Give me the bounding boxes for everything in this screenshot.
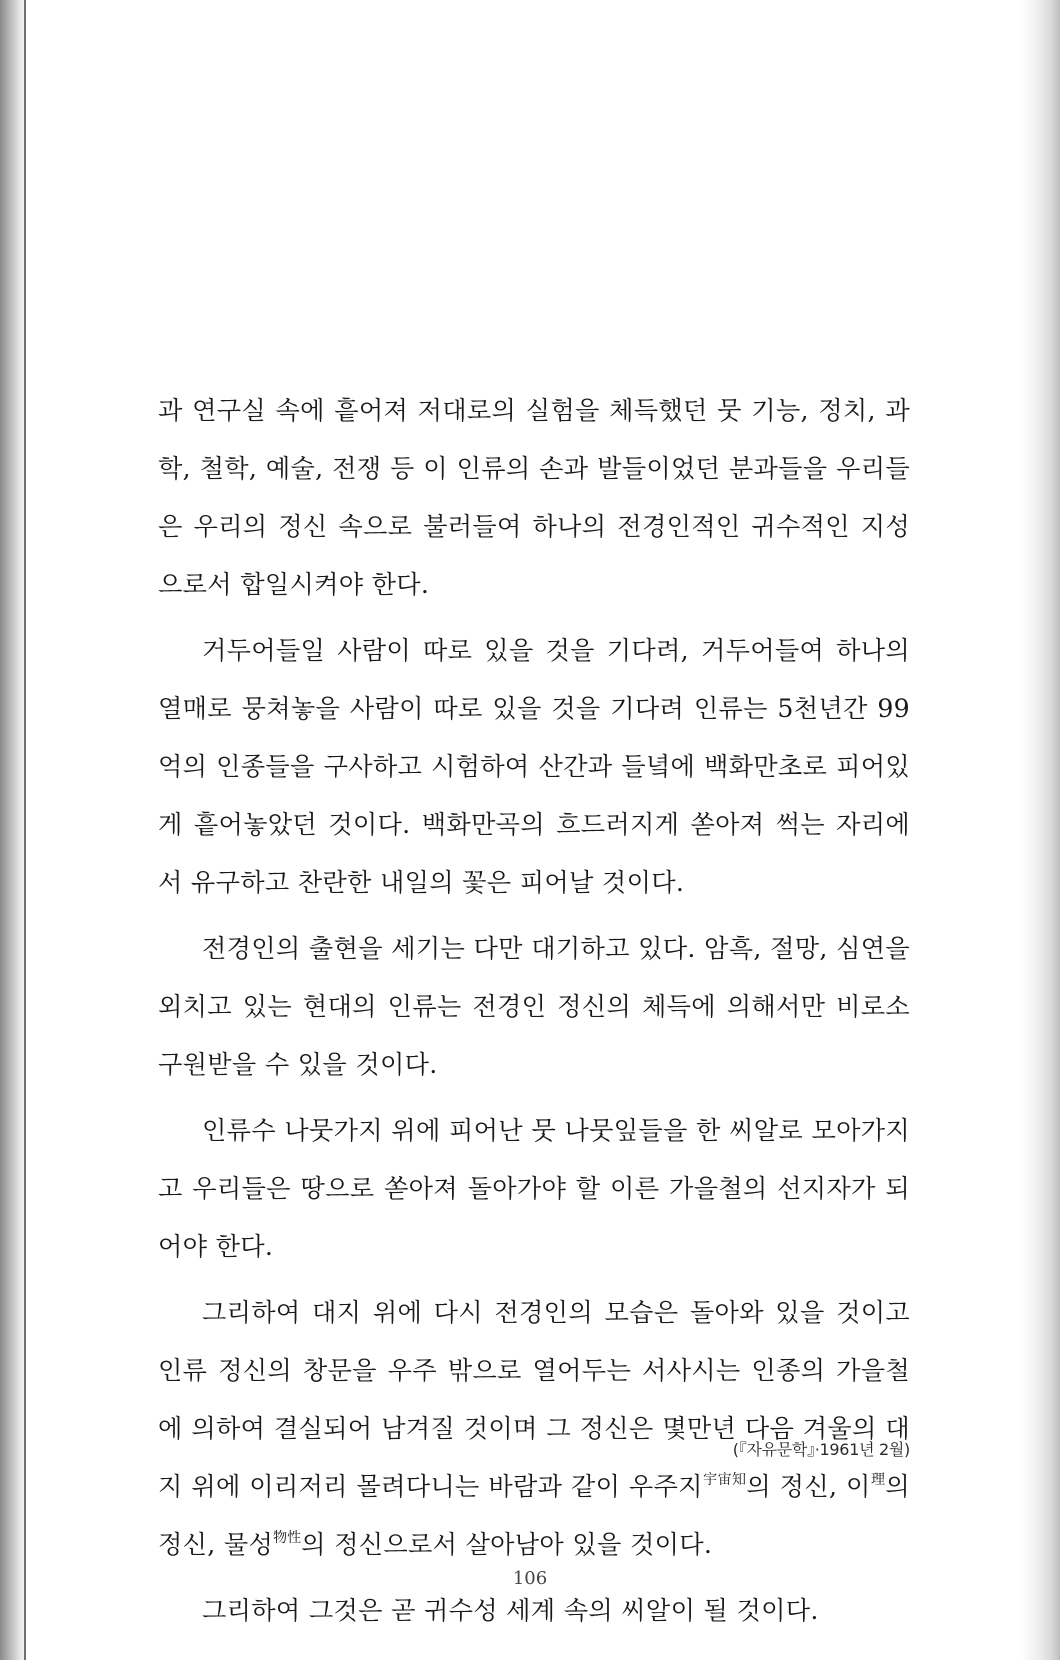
paragraph-text: 그리하여 대지 위에 다시 전경인의 모습은 돌아와 있을 것이고 인류 정신의 창문을 우주 밖으로 열어두는 서사시는 인종의 가을철에 의하여 결실되어 남겨질 것이며 그 정신은 몇만년 다음 겨울의 대지 위에 이리저리 몰려다니는 바람과 같이 우주지 (158, 1298, 910, 1501)
paragraph-text: 그리하여 그것은 곧 귀수성 세계 속의 씨알이 될 것이다. (202, 1596, 819, 1625)
page-right-edge (1020, 0, 1060, 1660)
paragraph-text: 의 정신으로서 살아남아 있을 것이다. (301, 1530, 713, 1559)
paragraph-text: 전경인의 출현을 세기는 다만 대기하고 있다. 암흑, 절망, 심연을 외치고 있는 현대의 인류는 전경인 정신의 체득에 의해서만 비로소 구원받을 수 있을 것이다. (158, 934, 910, 1079)
hanja-annotation: 宇宙知 (702, 1472, 747, 1488)
paragraph-5 (158, 1284, 910, 1574)
paragraph-text: 의 정신, 이 (746, 1472, 871, 1501)
paragraph-text: 의 정신, 물성 (158, 1472, 911, 1559)
paragraph-2 (158, 622, 910, 912)
paragraph-1 (158, 382, 910, 614)
paragraph-3 (158, 920, 910, 1094)
source-citation: (『자유문학』·1961년 2월) (732, 1440, 910, 1459)
hanja-annotation: 理 (870, 1472, 886, 1488)
page-number: 106 (512, 1568, 548, 1589)
book-spine-edge (0, 0, 26, 1660)
paragraph-text: 인류수 나뭇가지 위에 피어난 뭇 나뭇잎들을 한 씨알로 모아가지고 우리들은 땅으로 쏟아져 돌아가야 할 이른 가을철의 선지자가 되어야 한다. (158, 1116, 910, 1261)
paragraph-4 (158, 1102, 910, 1276)
hanja-annotation: 物性 (273, 1530, 302, 1546)
paragraph-text: 과 연구실 속에 흩어져 저대로의 실험을 체득했던 뭇 기능, 정치, 과학, 철학, 예술, 전쟁 등 이 인류의 손과 발들이었던 분과들을 우리들은 우리의 정신 속으로 불러들여 하나의 전경인적인 귀수적인 지성으로서 합일시켜야 한다. (158, 396, 910, 599)
paragraph-text: 거두어들일 사람이 따로 있을 것을 기다려, 거두어들여 하나의 열매로 뭉쳐놓을 사람이 따로 있을 것을 기다려 인류는 5천년간 99억의 인종들을 구사하고 시험하여 산간과 들녘에 백화만초로 피어있게 흩어놓았던 것이다. 백화만곡의 흐드러지게 쏟아져 썩는 자리에서 유구하고 찬란한 내일의 꽃은 피어날 것이다. (158, 636, 910, 897)
paragraph-6 (158, 1582, 910, 1640)
